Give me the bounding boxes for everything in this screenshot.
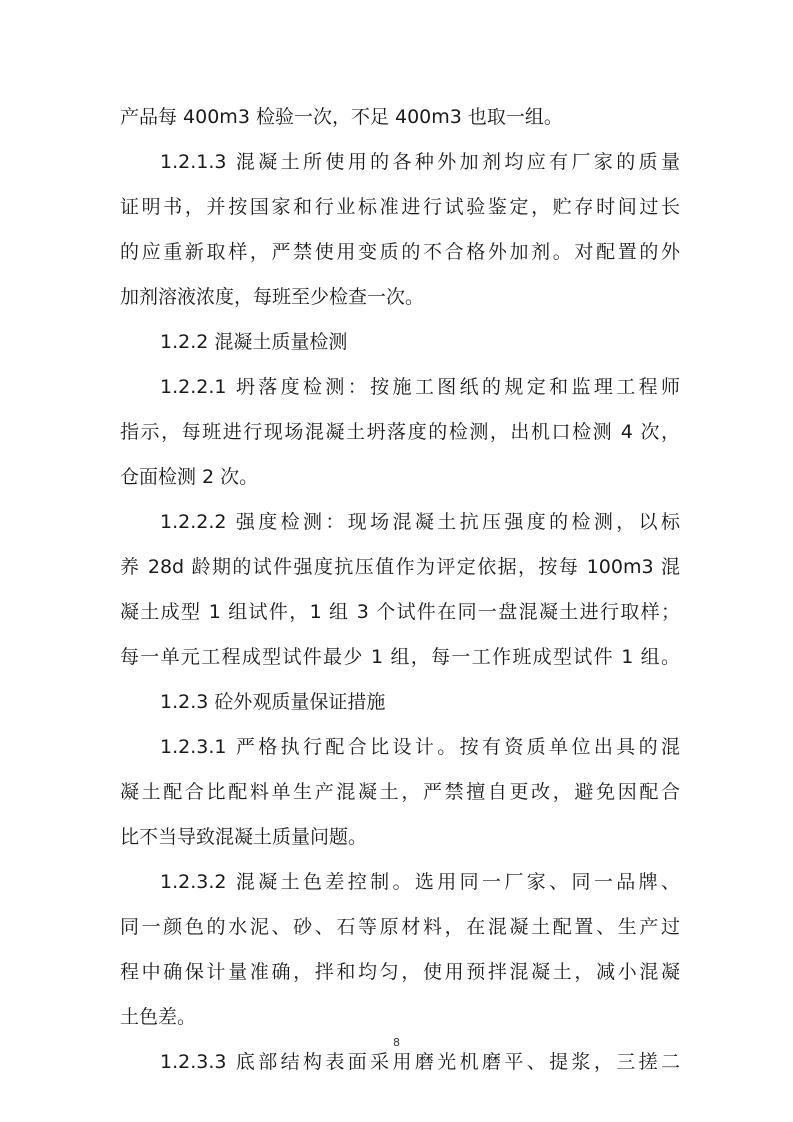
text-line: 凝土成型 1 组试件，1 组 3 个试件在同一盘混凝土进行取样； (120, 601, 680, 623)
text-line: 指示，每班进行现场混凝土坍落度的检测，出机口检测 4 次， (120, 421, 680, 443)
text-line: 产品每 400m3 检验一次，不足 400m3 也取一组。 (120, 106, 563, 128)
paragraph-heading-line: 1.2.2.1 坍落度检测：按施工图纸的规定和监理工程师 (160, 376, 680, 398)
text-line: 比不当导致混凝土质量问题。 (120, 826, 368, 848)
text-line: 程中确保计量准确，拌和均匀，使用预拌混凝土，减小混凝 (120, 961, 680, 983)
paragraph-heading-line: 1.2.2.2 强度检测：现场混凝土抗压强度的检测，以标 (160, 511, 680, 533)
paragraph-heading-line: 1.2.3.1 严格执行配合比设计。按有资质单位出具的混 (160, 736, 680, 758)
text-line: 凝土配合比配料单生产混凝土，严禁擅自更改，避免因配合 (120, 781, 680, 803)
text-line: 同一颜色的水泥、砂、石等原材料，在混凝土配置、生产过 (120, 916, 680, 938)
text-line: 的应重新取样，严禁使用变质的不合格外加剂。对配置的外 (120, 241, 680, 263)
text-line: 养 28d 龄期的试件强度抗压值作为评定依据，按每 100m3 混 (120, 556, 680, 578)
text-line: 加剂溶液浓度，每班至少检查一次。 (120, 286, 425, 308)
text-line: 每一单元工程成型试件最少 1 组，每一工作班成型试件 1 组。 (120, 646, 680, 668)
section-heading: 1.2.3 砼外观质量保证措施 (160, 691, 386, 713)
text-line: 仓面检测 2 次。 (120, 466, 259, 488)
paragraph-heading-line: 1.2.3.2 混凝土色差控制。选用同一厂家、同一品牌、 (160, 871, 680, 893)
page-number: 8 (393, 1036, 400, 1049)
text-line: 证明书，并按国家和行业标准进行试验鉴定，贮存时间过长 (120, 196, 680, 218)
paragraph-heading-line: 1.2.3.3 底部结构表面采用磨光机磨平、提浆，三搓二 (160, 1051, 680, 1073)
section-heading: 1.2.2 混凝土质量检测 (160, 331, 348, 353)
text-line: 土色差。 (120, 1006, 197, 1028)
paragraph-heading-line: 1.2.1.3 混凝土所使用的各种外加剂均应有厂家的质量 (160, 151, 680, 173)
